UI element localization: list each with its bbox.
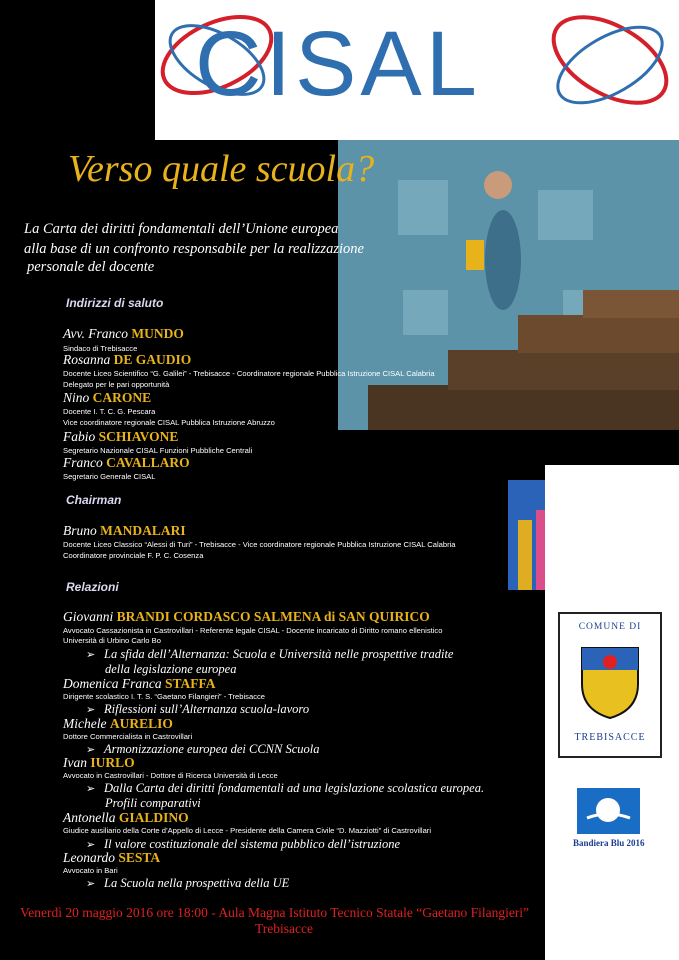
event-datetime-venue: Venerdì 20 maggio 2016 ore 18:00 - Aula Magna Istituto Tecnico Statale “Gaetano Filangieri” <box>20 905 530 920</box>
speaker-name: Nino CARONE <box>63 390 152 405</box>
cisal-logo-text: CISAL <box>195 13 481 115</box>
section-heading-chairman: Chairman <box>66 493 122 507</box>
speaker-role: Dottore Commercialista in Castrovillari <box>63 732 193 741</box>
topic-continuation: della legislazione europea <box>105 662 237 676</box>
speaker-name: Antonella GIALDINO <box>63 810 189 825</box>
topic-bullet: ➢ Il valore costituzionale del sistema pubblico dell’istruzione <box>86 837 401 851</box>
speaker-role: Avvocato Cassazionista in Castrovillari - Referente legale CISAL - Docente incaricato di Diritto romano ellenistico <box>63 626 443 635</box>
speaker-name: Giovanni BRANDI CORDASCO SALMENA di SAN QUIRICO <box>63 609 430 624</box>
topic-bullet: ➢ La sfida dell’Alternanza: Scuola e Università nelle prospettive tradite <box>86 647 454 661</box>
speaker-name: Avv. Franco MUNDO <box>63 326 184 341</box>
speaker-role: Vice coordinatore regionale CISAL Pubblica Istruzione Abruzzo <box>63 418 275 427</box>
speaker-role: Segretario Nazionale CISAL Funzioni Pubbliche Centrali <box>63 446 253 455</box>
chairman-name: Bruno MANDALARI <box>63 523 186 538</box>
section-heading-relazioni: Relazioni <box>66 580 119 594</box>
speaker-role: Sindaco di Trebisacce <box>63 344 138 353</box>
speaker-name: Leonardo SESTA <box>63 850 161 865</box>
topic-bullet: ➢ Riflessioni sull’Alternanza scuola-lavoro <box>86 702 310 716</box>
speaker-role: Università di Urbino Carlo Bo <box>63 636 161 645</box>
speaker-name: Fabio SCHIAVONE <box>63 429 179 444</box>
arrow-bullet-icon: ➢ <box>86 704 96 716</box>
arrow-bullet-icon: ➢ <box>86 649 96 661</box>
child-on-books-image <box>338 140 679 430</box>
speaker-role: Docente Liceo Classico “Alessi di Turi” - Trebisacce - Vice coordinatore regionale Pubblica Istruzione CISAL Calabria <box>63 540 456 549</box>
bandiera-blu-label: Bandiera Blu 2016 <box>573 838 645 848</box>
speaker-role: Docente Liceo Scientifico “G. Galilei” - Trebisacce - Coordinatore regionale Pubblica Istruzione CISAL Calabria <box>63 369 435 378</box>
topic-bullet: ➢ Dalla Carta dei diritti fondamentali ad una legislazione scolastica europea. <box>86 781 485 795</box>
speaker-role: Segretario Generale CISAL <box>63 472 156 481</box>
speaker-role: Docente I. T. C. G. Pescara <box>63 407 156 416</box>
topic-continuation: Profili comparativi <box>105 796 201 810</box>
section-heading-saluti: Indirizzi di saluto <box>66 296 164 310</box>
topic-bullet: ➢ Armonizzazione europea dei CCNN Scuola <box>86 742 320 756</box>
arrow-bullet-icon: ➢ <box>86 783 96 795</box>
speaker-role: Dirigente scolastico I. T. S. “Gaetano Filangieri” - Trebisacce <box>63 692 266 701</box>
speaker-role: Avvocato in Castrovillari - Dottore di Ricerca Università di Lecce <box>63 771 278 780</box>
event-city: Trebisacce <box>255 921 313 936</box>
comune-bottom-label: TREBISACCE <box>574 732 646 743</box>
comune-top-label: COMUNE DI <box>578 622 642 632</box>
crest-shield-icon <box>578 640 642 720</box>
speaker-role: Avvocato in Bari <box>63 866 118 875</box>
arrow-bullet-icon: ➢ <box>86 878 96 890</box>
intro-line: personale del docente <box>27 259 155 275</box>
topic-bullet: ➢ La Scuola nella prospettiva della UE <box>86 876 290 890</box>
speaker-role: Giudice ausiliario della Corte d’Appello di Lecce - Presidente della Camera Civile “D. Mazziotti” di Castrovillari <box>63 826 432 835</box>
intro-line: La Carta dei diritti fondamentali dell’Unione europea <box>24 221 339 237</box>
speaker-role: Delegato per le pari opportunità <box>63 380 170 389</box>
speaker-name: Michele AURELIO <box>63 716 173 731</box>
speaker-name: Ivan IURLO <box>63 755 135 770</box>
arrow-bullet-icon: ➢ <box>86 744 96 756</box>
blue-flag-icon <box>577 788 640 834</box>
speaker-role: Coordinatore provinciale F. P. C. Cosenza <box>63 551 204 560</box>
cisal-logo-band <box>155 0 679 140</box>
comune-crest <box>558 612 662 758</box>
intro-line: alla base di un confronto responsabile per la realizzazione <box>24 241 364 257</box>
arrow-bullet-icon: ➢ <box>86 839 96 851</box>
speaker-name: Rosanna DE GAUDIO <box>63 352 192 367</box>
page-title: Verso quale scuola? <box>68 148 375 190</box>
speaker-name: Franco CAVALLARO <box>63 455 190 470</box>
speaker-name: Domenica Franca STAFFA <box>63 676 216 691</box>
